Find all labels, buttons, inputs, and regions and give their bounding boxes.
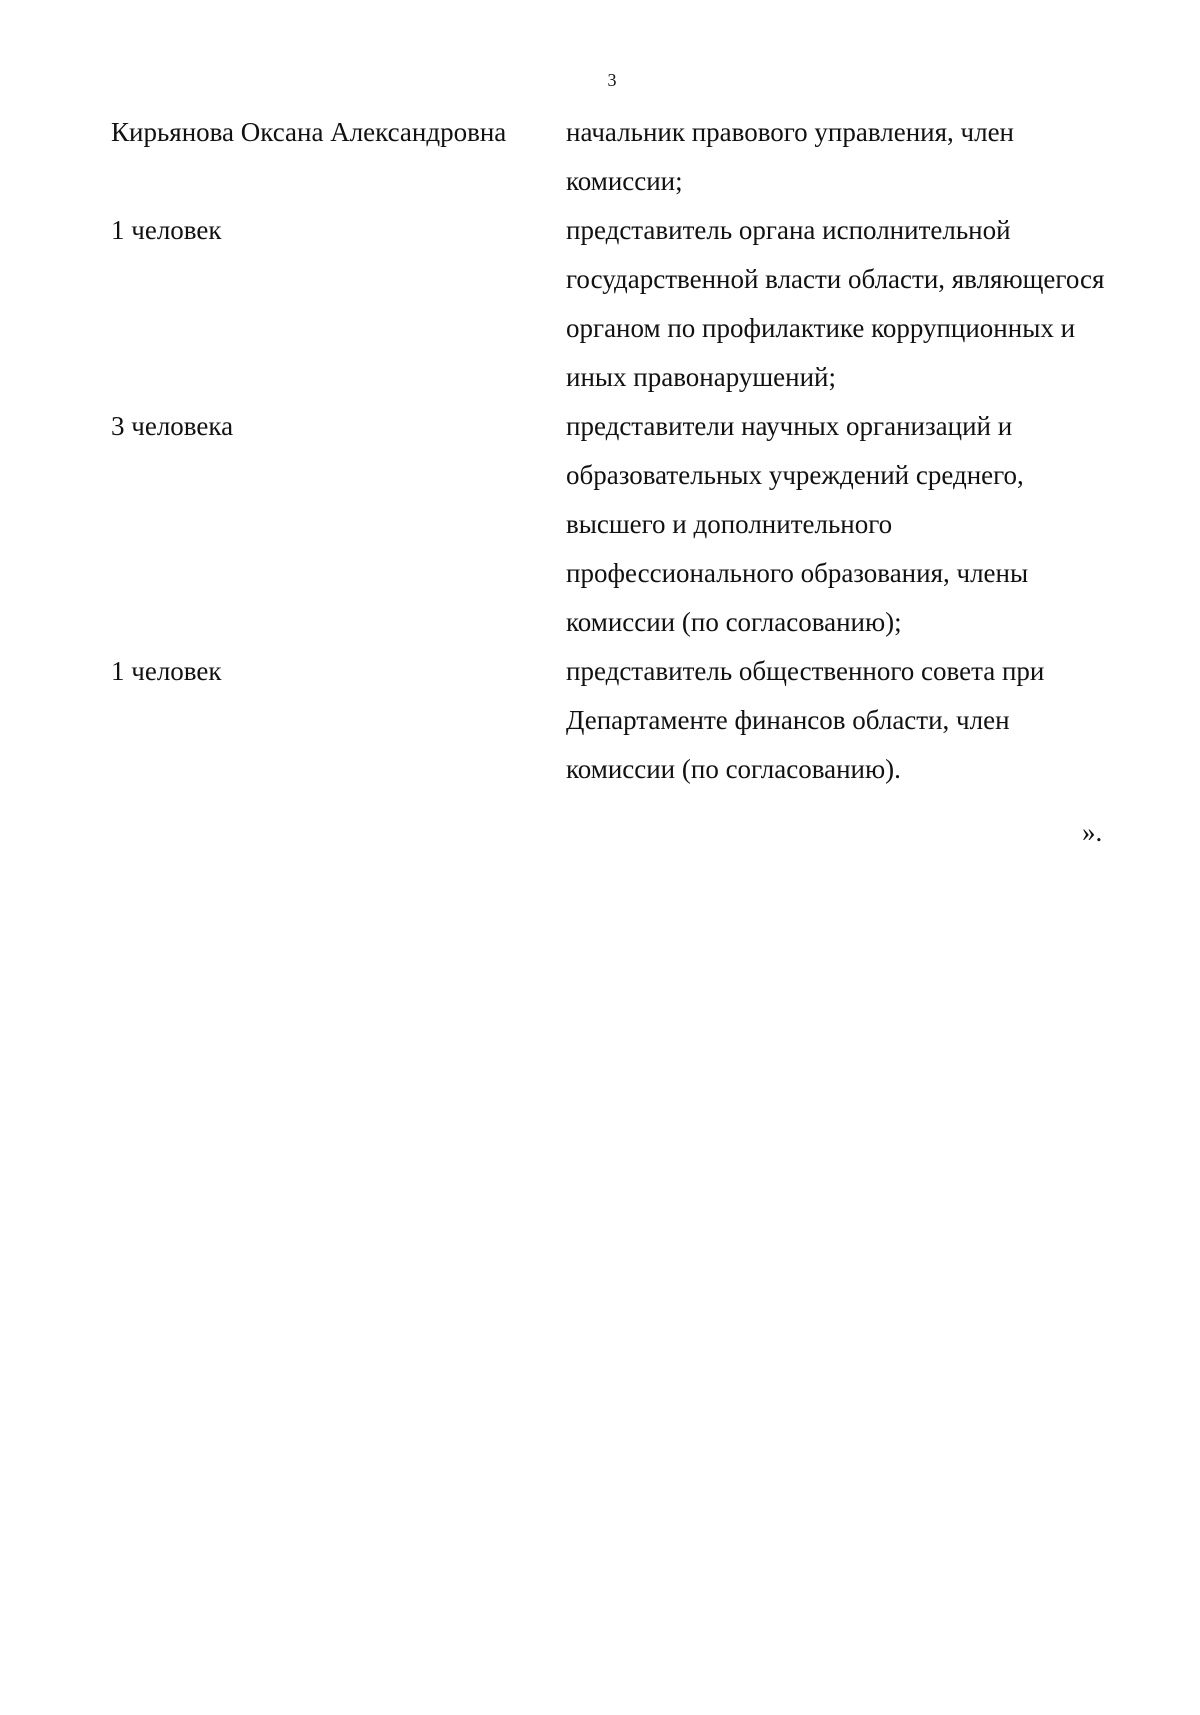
member-role: [566, 647, 1141, 794]
member-role-line: высшего и дополнительного: [566, 509, 893, 539]
member-role: [566, 402, 1141, 647]
member-role-line: представители научных организаций и: [566, 411, 1013, 441]
page-number: 3: [607, 70, 617, 90]
member-role-line: комиссии (по согласованию).: [566, 754, 901, 784]
member-role-line: комиссии (по согласованию);: [566, 607, 902, 637]
member-role-line: государственной власти области, являющегося: [566, 264, 1105, 294]
member-row: [111, 402, 1141, 647]
member-role: [566, 108, 1141, 206]
member-name: 1 человек: [111, 215, 222, 245]
member-role-line: представитель общественного совета при: [566, 656, 1045, 686]
member-role-line: образовательных учреждений среднего,: [566, 460, 1024, 490]
member-role-line: профессионального образования, члены: [566, 558, 1029, 588]
member-row: [111, 108, 1141, 206]
member-role-line: органом по профилактике коррупционных и: [566, 313, 1076, 343]
closing-quote-mark: ».: [1082, 817, 1103, 847]
member-role: [566, 206, 1141, 402]
member-role-line: иных правонарушений;: [566, 362, 836, 392]
member-role-line: начальник правового управления, член: [566, 117, 1015, 147]
member-name: Кирьянова Оксана Александровна: [111, 117, 507, 147]
member-role-line: представитель органа исполнительной: [566, 215, 1011, 245]
commission-roster: [111, 108, 1141, 794]
member-row: [111, 647, 1141, 794]
member-role-line: Департаменте финансов области, член: [566, 705, 1010, 735]
member-row: [111, 206, 1141, 402]
member-role-line: комиссии;: [566, 166, 683, 196]
member-name: 1 человек: [111, 656, 222, 686]
member-name: 3 человека: [111, 411, 234, 441]
